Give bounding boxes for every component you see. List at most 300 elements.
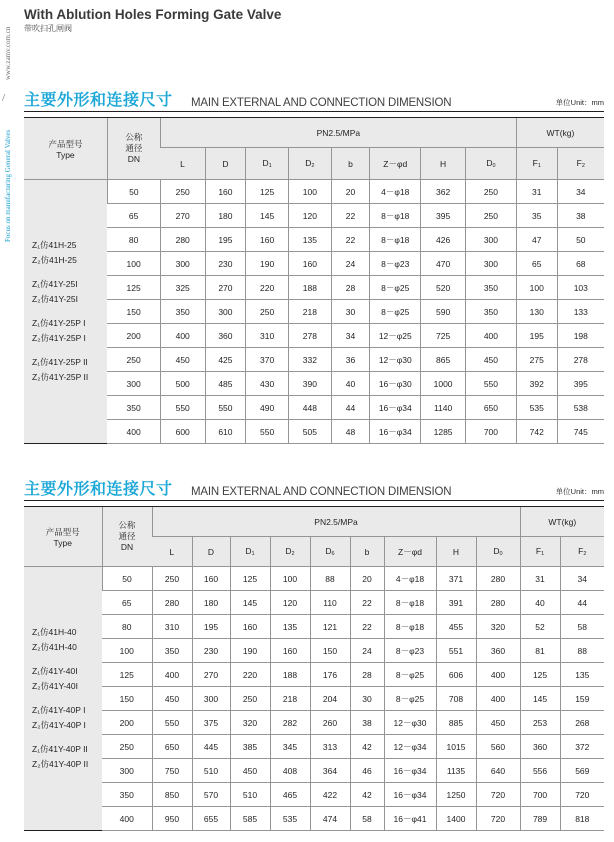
type-model: Z₂仿41Y-40P II <box>32 759 89 769</box>
value-cell: 280 <box>152 591 192 615</box>
value-cell: 395 <box>421 204 466 228</box>
value-cell: 372 <box>560 735 604 759</box>
table-row <box>24 735 604 759</box>
value-cell: 395 <box>557 372 604 396</box>
value-cell: 145 <box>246 204 289 228</box>
type-model: Z₂仿41Y-25I <box>32 294 78 304</box>
value-cell: 556 <box>520 759 560 783</box>
value-cell: 36 <box>331 348 370 372</box>
dn-cell: 250 <box>102 735 152 759</box>
value-cell: 22 <box>331 204 370 228</box>
value-cell: 445 <box>192 735 230 759</box>
value-cell: 280 <box>476 591 520 615</box>
value-cell: 275 <box>516 348 557 372</box>
value-cell: 700 <box>465 420 516 444</box>
value-cell: 135 <box>560 663 604 687</box>
table-row <box>24 372 604 396</box>
value-cell: 160 <box>288 252 331 276</box>
value-cell: 47 <box>516 228 557 252</box>
value-cell: 650 <box>152 735 192 759</box>
value-cell: 38 <box>350 711 384 735</box>
value-cell: 510 <box>230 783 270 807</box>
dn-cell: 125 <box>107 276 160 300</box>
dn-cell: 400 <box>107 420 160 444</box>
value-cell: 204 <box>310 687 350 711</box>
value-cell: 270 <box>160 204 205 228</box>
side-focus-text: Focus on manufacturing General Valves <box>4 129 12 242</box>
value-cell: 50 <box>557 228 604 252</box>
value-cell: 160 <box>270 639 310 663</box>
type-group <box>32 625 102 655</box>
value-cell: 218 <box>288 300 331 324</box>
value-cell: 195 <box>205 228 246 252</box>
type-group <box>32 238 107 268</box>
dn-cell: 50 <box>102 567 152 591</box>
value-cell: 159 <box>560 687 604 711</box>
value-cell: 145 <box>230 591 270 615</box>
table-row <box>24 783 604 807</box>
value-cell: 230 <box>205 252 246 276</box>
value-cell: 448 <box>288 396 331 420</box>
type-model: Z₁仿41Y-25I <box>32 279 78 289</box>
value-cell: 742 <box>516 420 557 444</box>
value-cell: 310 <box>246 324 289 348</box>
value-cell: 46 <box>350 759 384 783</box>
value-cell: 750 <box>152 759 192 783</box>
value-cell: 190 <box>246 252 289 276</box>
value-cell: 250 <box>465 180 516 204</box>
dimension-section-25 <box>24 89 604 444</box>
side-focus <box>4 129 16 254</box>
value-cell: 48 <box>331 420 370 444</box>
value-cell: 195 <box>516 324 557 348</box>
value-cell: 8－φ23 <box>384 639 436 663</box>
value-cell: 400 <box>465 324 516 348</box>
type-cell <box>24 180 107 444</box>
value-cell: 300 <box>205 300 246 324</box>
value-cell: 325 <box>160 276 205 300</box>
value-cell: 250 <box>160 180 205 204</box>
value-cell: 371 <box>436 567 476 591</box>
value-cell: 313 <box>310 735 350 759</box>
dn-cell: 400 <box>102 807 152 831</box>
value-cell: 150 <box>310 639 350 663</box>
value-cell: 390 <box>288 372 331 396</box>
value-cell: 375 <box>192 711 230 735</box>
type-model: Z₁仿41Y-40I <box>32 666 78 676</box>
value-cell: 35 <box>516 204 557 228</box>
value-cell: 160 <box>230 615 270 639</box>
type-group <box>32 355 107 385</box>
value-cell: 320 <box>476 615 520 639</box>
col-D: D <box>205 148 246 180</box>
value-cell: 218 <box>270 687 310 711</box>
value-cell: 550 <box>246 420 289 444</box>
dn-cell: 80 <box>102 615 152 639</box>
value-cell: 400 <box>152 663 192 687</box>
col-Zd: Z－φd <box>370 148 421 180</box>
value-cell: 470 <box>421 252 466 276</box>
value-cell: 34 <box>560 567 604 591</box>
value-cell: 121 <box>310 615 350 639</box>
value-cell: 280 <box>476 567 520 591</box>
value-cell: 350 <box>160 300 205 324</box>
value-cell: 8－φ25 <box>384 663 436 687</box>
value-cell: 16－φ41 <box>384 807 436 831</box>
value-cell: 391 <box>436 591 476 615</box>
type-group <box>32 277 107 307</box>
table-row <box>24 615 604 639</box>
value-cell: 65 <box>516 252 557 276</box>
table-row <box>24 300 604 324</box>
dn-cell: 150 <box>102 687 152 711</box>
value-cell: 300 <box>465 252 516 276</box>
value-cell: 42 <box>350 783 384 807</box>
value-cell: 465 <box>270 783 310 807</box>
value-cell: 40 <box>520 591 560 615</box>
type-model: Z₂仿41H-25 <box>32 255 77 265</box>
header-wt: WT(kg) <box>516 118 604 148</box>
value-cell: 125 <box>230 567 270 591</box>
value-cell: 430 <box>246 372 289 396</box>
value-cell: 300 <box>192 687 230 711</box>
value-cell: 1015 <box>436 735 476 759</box>
value-cell: 24 <box>331 252 370 276</box>
section-header <box>24 89 604 112</box>
value-cell: 360 <box>520 735 560 759</box>
value-cell: 550 <box>205 396 246 420</box>
value-cell: 30 <box>331 300 370 324</box>
value-cell: 400 <box>476 687 520 711</box>
value-cell: 268 <box>560 711 604 735</box>
value-cell: 20 <box>331 180 370 204</box>
dn-cell: 350 <box>102 783 152 807</box>
value-cell: 31 <box>520 567 560 591</box>
value-cell: 12－φ30 <box>384 711 436 735</box>
type-cell <box>24 567 102 831</box>
value-cell: 505 <box>288 420 331 444</box>
col-D0: $D_0$ <box>476 537 520 567</box>
value-cell: 8－φ18 <box>384 615 436 639</box>
dn-cell: 200 <box>107 324 160 348</box>
value-cell: 422 <box>310 783 350 807</box>
value-cell: 190 <box>230 639 270 663</box>
value-cell: 110 <box>310 591 350 615</box>
value-cell: 40 <box>331 372 370 396</box>
value-cell: 520 <box>421 276 466 300</box>
value-cell: 280 <box>160 228 205 252</box>
section-title-cn: 主要外形和连接尺寸 <box>24 90 173 109</box>
value-cell: 535 <box>516 396 557 420</box>
value-cell: 370 <box>246 348 289 372</box>
value-cell: 700 <box>520 783 560 807</box>
value-cell: 569 <box>560 759 604 783</box>
value-cell: 400 <box>160 324 205 348</box>
section-unit: 单位Unit：mm <box>555 487 604 496</box>
value-cell: 270 <box>205 276 246 300</box>
value-cell: 720 <box>560 783 604 807</box>
value-cell: 230 <box>192 639 230 663</box>
value-cell: 310 <box>152 615 192 639</box>
dn-cell: 300 <box>107 372 160 396</box>
value-cell: 300 <box>465 228 516 252</box>
type-model: Z₁仿41Y-25P II <box>32 357 88 367</box>
value-cell: 250 <box>230 687 270 711</box>
value-cell: 103 <box>557 276 604 300</box>
value-cell: 44 <box>331 396 370 420</box>
table-row <box>24 759 604 783</box>
value-cell: 345 <box>270 735 310 759</box>
table-row <box>24 348 604 372</box>
value-cell: 300 <box>160 252 205 276</box>
table-row <box>24 711 604 735</box>
value-cell: 20 <box>350 567 384 591</box>
value-cell: 570 <box>192 783 230 807</box>
section-title-en: MAIN EXTERNAL AND CONNECTION DIMENSION <box>191 486 452 498</box>
value-cell: 364 <box>310 759 350 783</box>
value-cell: 28 <box>350 663 384 687</box>
value-cell: 58 <box>560 615 604 639</box>
value-cell: 450 <box>465 348 516 372</box>
section-unit: 单位Unit：mm <box>555 98 604 107</box>
dn-cell: 100 <box>102 639 152 663</box>
value-cell: 120 <box>270 591 310 615</box>
value-cell: 950 <box>152 807 192 831</box>
col-Zd: Z－φd <box>384 537 436 567</box>
type-model: Z₁仿41Y-25P I <box>32 318 86 328</box>
page-subtitle: 带吹扫孔闸阀 <box>24 24 72 33</box>
type-model: Z₂仿41H-40 <box>32 642 77 652</box>
type-model: Z₁仿41Y-40P I <box>32 705 86 715</box>
value-cell: 490 <box>246 396 289 420</box>
value-cell: 585 <box>230 807 270 831</box>
value-cell: 42 <box>350 735 384 759</box>
dn-cell: 50 <box>107 180 160 204</box>
value-cell: 250 <box>152 567 192 591</box>
value-cell: 350 <box>465 276 516 300</box>
value-cell: 22 <box>331 228 370 252</box>
value-cell: 510 <box>192 759 230 783</box>
value-cell: 640 <box>476 759 520 783</box>
dn-cell: 80 <box>107 228 160 252</box>
value-cell: 88 <box>310 567 350 591</box>
value-cell: 865 <box>421 348 466 372</box>
value-cell: 500 <box>160 372 205 396</box>
value-cell: 474 <box>310 807 350 831</box>
page-title: With Ablution Holes Forming Gate Valve <box>24 7 282 22</box>
value-cell: 198 <box>557 324 604 348</box>
value-cell: 8－φ18 <box>370 228 421 252</box>
value-cell: 135 <box>288 228 331 252</box>
col-H: H <box>421 148 466 180</box>
value-cell: 332 <box>288 348 331 372</box>
col-D0: $D_0$ <box>465 148 516 180</box>
table-row <box>24 687 604 711</box>
value-cell: 125 <box>520 663 560 687</box>
dn-cell: 150 <box>107 300 160 324</box>
col-D2: $D_2$ <box>270 537 310 567</box>
value-cell: 485 <box>205 372 246 396</box>
value-cell: 360 <box>476 639 520 663</box>
value-cell: 22 <box>350 615 384 639</box>
table-row <box>24 591 604 615</box>
value-cell: 600 <box>160 420 205 444</box>
value-cell: 16－φ34 <box>384 783 436 807</box>
value-cell: 450 <box>152 687 192 711</box>
value-cell: 550 <box>465 372 516 396</box>
type-group <box>32 703 102 733</box>
value-cell: 52 <box>520 615 560 639</box>
value-cell: 100 <box>288 180 331 204</box>
side-vertical-text <box>4 26 16 92</box>
value-cell: 260 <box>310 711 350 735</box>
value-cell: 88 <box>560 639 604 663</box>
col-D2: $D_2$ <box>288 148 331 180</box>
value-cell: 450 <box>476 711 520 735</box>
value-cell: 818 <box>560 807 604 831</box>
col-F2: $F_2$ <box>560 537 604 567</box>
col-F1: $F_1$ <box>516 148 557 180</box>
value-cell: 16－φ34 <box>370 396 421 420</box>
value-cell: 392 <box>516 372 557 396</box>
value-cell: 708 <box>436 687 476 711</box>
dn-cell: 250 <box>107 348 160 372</box>
table-body <box>24 567 604 831</box>
table-row <box>24 204 604 228</box>
value-cell: 850 <box>152 783 192 807</box>
col-D1: $D_1$ <box>246 148 289 180</box>
value-cell: 538 <box>557 396 604 420</box>
value-cell: 160 <box>205 180 246 204</box>
value-cell: 125 <box>246 180 289 204</box>
table-body <box>24 180 604 444</box>
value-cell: 100 <box>516 276 557 300</box>
header-type: 产品型号 Type <box>24 118 107 180</box>
type-model: Z₂仿41Y-25P II <box>32 372 89 382</box>
header-type: 产品型号 Type <box>24 507 102 567</box>
value-cell: 350 <box>152 639 192 663</box>
value-cell: 22 <box>350 591 384 615</box>
dimension-section-40 <box>24 478 604 831</box>
table-row <box>24 807 604 831</box>
table-row <box>24 324 604 348</box>
value-cell: 81 <box>520 639 560 663</box>
value-cell: 1250 <box>436 783 476 807</box>
value-cell: 590 <box>421 300 466 324</box>
value-cell: 31 <box>516 180 557 204</box>
dn-cell: 125 <box>102 663 152 687</box>
value-cell: 180 <box>192 591 230 615</box>
value-cell: 8－φ18 <box>370 204 421 228</box>
dn-cell: 350 <box>107 396 160 420</box>
value-cell: 34 <box>557 180 604 204</box>
value-cell: 885 <box>436 711 476 735</box>
value-cell: 560 <box>476 735 520 759</box>
value-cell: 606 <box>436 663 476 687</box>
value-cell: 1285 <box>421 420 466 444</box>
value-cell: 133 <box>557 300 604 324</box>
value-cell: 12－φ25 <box>370 324 421 348</box>
value-cell: 100 <box>270 567 310 591</box>
table-row <box>24 228 604 252</box>
table-row <box>24 420 604 444</box>
value-cell: 278 <box>557 348 604 372</box>
value-cell: 1140 <box>421 396 466 420</box>
section-header <box>24 478 604 501</box>
side-url: www.zamv.com.cn <box>4 26 12 80</box>
value-cell: 385 <box>230 735 270 759</box>
value-cell: 350 <box>465 300 516 324</box>
value-cell: 8－φ25 <box>384 687 436 711</box>
value-cell: 250 <box>465 204 516 228</box>
value-cell: 400 <box>476 663 520 687</box>
value-cell: 1135 <box>436 759 476 783</box>
table-row <box>24 639 604 663</box>
col-D6: $D_6$ <box>310 537 350 567</box>
value-cell: 1400 <box>436 807 476 831</box>
col-H: H <box>436 537 476 567</box>
value-cell: 8－φ23 <box>370 252 421 276</box>
value-cell: 8－φ25 <box>370 276 421 300</box>
value-cell: 160 <box>246 228 289 252</box>
value-cell: 655 <box>192 807 230 831</box>
col-L: L <box>152 537 192 567</box>
value-cell: 8－φ25 <box>370 300 421 324</box>
value-cell: 550 <box>152 711 192 735</box>
col-L: L <box>160 148 205 180</box>
value-cell: 360 <box>205 324 246 348</box>
table-row <box>24 180 604 204</box>
value-cell: 120 <box>288 204 331 228</box>
value-cell: 220 <box>230 663 270 687</box>
value-cell: 426 <box>421 228 466 252</box>
table-row <box>24 252 604 276</box>
type-model: Z₂仿41Y-40I <box>32 681 78 691</box>
value-cell: 550 <box>160 396 205 420</box>
value-cell: 450 <box>160 348 205 372</box>
value-cell: 535 <box>270 807 310 831</box>
value-cell: 1000 <box>421 372 466 396</box>
dimension-table-25 <box>24 117 604 444</box>
value-cell: 12－φ34 <box>384 735 436 759</box>
header-pn: PN2.5/MPa <box>152 507 520 537</box>
col-D: D <box>192 537 230 567</box>
value-cell: 195 <box>192 615 230 639</box>
value-cell: 28 <box>331 276 370 300</box>
value-cell: 250 <box>246 300 289 324</box>
value-cell: 68 <box>557 252 604 276</box>
table-row <box>24 567 604 591</box>
type-model: Z₁仿41H-40 <box>32 627 77 637</box>
header-dn: 公称 通径 DN <box>107 118 160 180</box>
value-cell: 16－φ34 <box>370 420 421 444</box>
value-cell: 34 <box>331 324 370 348</box>
value-cell: 160 <box>192 567 230 591</box>
section-title-cn: 主要外形和连接尺寸 <box>24 479 173 498</box>
value-cell: 8－φ18 <box>384 591 436 615</box>
table-row <box>24 663 604 687</box>
value-cell: 188 <box>270 663 310 687</box>
value-cell: 725 <box>421 324 466 348</box>
value-cell: 253 <box>520 711 560 735</box>
type-model: Z₂仿41Y-40P I <box>32 720 86 730</box>
col-F2: $F_2$ <box>557 148 604 180</box>
value-cell: 188 <box>288 276 331 300</box>
col-D1: $D_1$ <box>230 537 270 567</box>
col-F1: $F_1$ <box>520 537 560 567</box>
value-cell: 130 <box>516 300 557 324</box>
value-cell: 220 <box>246 276 289 300</box>
